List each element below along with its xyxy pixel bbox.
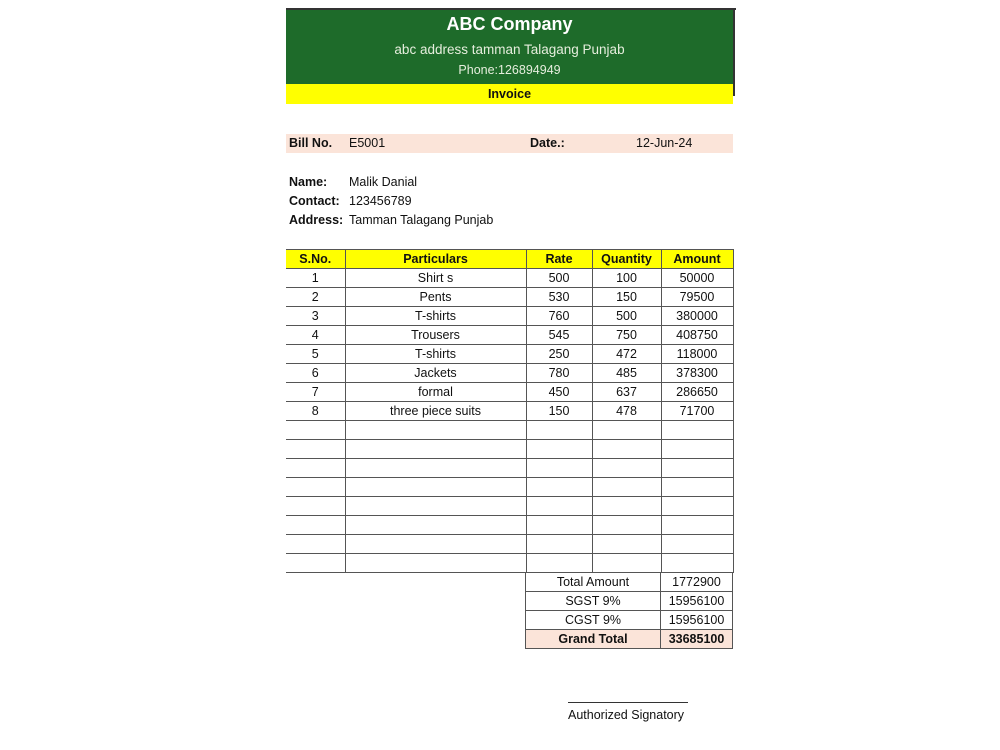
row-particulars: T-shirts bbox=[345, 345, 526, 364]
row-sno: 6 bbox=[286, 364, 345, 383]
row-particulars: Trousers bbox=[345, 326, 526, 345]
row-sno bbox=[286, 516, 345, 535]
sgst-label: SGST 9% bbox=[526, 592, 661, 611]
row-quantity: 150 bbox=[592, 288, 661, 307]
contact-value: 123456789 bbox=[349, 194, 412, 208]
row-particulars: Jackets bbox=[345, 364, 526, 383]
row-sno bbox=[286, 497, 345, 516]
address-label: Address: bbox=[289, 213, 344, 227]
date-label: Date.: bbox=[530, 136, 565, 150]
col-particulars-header: Particulars bbox=[345, 250, 526, 269]
row-sno bbox=[286, 421, 345, 440]
date-value: 12-Jun-24 bbox=[636, 136, 693, 150]
row-particulars: three piece suits bbox=[345, 402, 526, 421]
table-header-row bbox=[286, 250, 733, 269]
row-rate bbox=[526, 497, 592, 516]
table-row bbox=[286, 497, 733, 516]
row-amount: 378300 bbox=[661, 364, 733, 383]
table-row bbox=[286, 440, 733, 459]
totals-table bbox=[525, 572, 733, 649]
row-quantity: 500 bbox=[592, 307, 661, 326]
row-quantity: 100 bbox=[592, 269, 661, 288]
row-particulars: formal bbox=[345, 383, 526, 402]
company-phone: Phone:126894949 bbox=[458, 63, 561, 77]
row-amount bbox=[661, 516, 733, 535]
row-amount bbox=[661, 459, 733, 478]
row-amount: 71700 bbox=[661, 402, 733, 421]
row-particulars bbox=[345, 535, 526, 554]
row-rate bbox=[526, 554, 592, 573]
row-quantity: 637 bbox=[592, 383, 661, 402]
table-row bbox=[286, 478, 733, 497]
row-amount bbox=[661, 440, 733, 459]
row-particulars bbox=[345, 516, 526, 535]
row-quantity bbox=[592, 535, 661, 554]
row-sno: 4 bbox=[286, 326, 345, 345]
row-rate: 250 bbox=[526, 345, 592, 364]
grand-total-label: Grand Total bbox=[526, 630, 661, 649]
row-rate bbox=[526, 478, 592, 497]
name-value: Malik Danial bbox=[349, 175, 418, 189]
invoice-sheet bbox=[286, 8, 734, 748]
cgst-row bbox=[526, 611, 733, 630]
row-sno: 7 bbox=[286, 383, 345, 402]
table-row bbox=[286, 516, 733, 535]
table-row bbox=[286, 535, 733, 554]
signature-line bbox=[568, 702, 688, 703]
row-rate: 500 bbox=[526, 269, 592, 288]
table-row bbox=[286, 307, 733, 326]
row-particulars bbox=[345, 440, 526, 459]
row-rate bbox=[526, 516, 592, 535]
name-label: Name: bbox=[289, 175, 328, 189]
row-rate bbox=[526, 421, 592, 440]
row-sno: 8 bbox=[286, 402, 345, 421]
cgst-label: CGST 9% bbox=[526, 611, 661, 630]
row-amount bbox=[661, 478, 733, 497]
invoice-title: Invoice bbox=[286, 84, 733, 104]
company-header bbox=[286, 10, 733, 84]
table-row bbox=[286, 402, 733, 421]
company-address: abc address tamman Talagang Punjab bbox=[394, 42, 625, 57]
col-quantity-header: Quantity bbox=[592, 250, 661, 269]
row-quantity: 478 bbox=[592, 402, 661, 421]
table-row bbox=[286, 288, 733, 307]
company-name: ABC Company bbox=[446, 14, 573, 34]
row-amount bbox=[661, 535, 733, 554]
sgst-value: 15956100 bbox=[661, 592, 733, 611]
row-sno bbox=[286, 535, 345, 554]
table-row bbox=[286, 459, 733, 478]
total-value: 1772900 bbox=[661, 573, 733, 592]
row-quantity bbox=[592, 554, 661, 573]
col-amount-header: Amount bbox=[661, 250, 733, 269]
row-amount: 79500 bbox=[661, 288, 733, 307]
row-quantity: 485 bbox=[592, 364, 661, 383]
row-particulars: Shirt s bbox=[345, 269, 526, 288]
row-particulars: T-shirts bbox=[345, 307, 526, 326]
row-quantity bbox=[592, 440, 661, 459]
row-amount: 380000 bbox=[661, 307, 733, 326]
cgst-value: 15956100 bbox=[661, 611, 733, 630]
total-row bbox=[526, 573, 733, 592]
row-rate: 780 bbox=[526, 364, 592, 383]
row-sno bbox=[286, 478, 345, 497]
row-amount bbox=[661, 554, 733, 573]
table-row bbox=[286, 364, 733, 383]
table-row bbox=[286, 383, 733, 402]
row-amount bbox=[661, 421, 733, 440]
row-particulars bbox=[345, 459, 526, 478]
row-quantity bbox=[592, 516, 661, 535]
signature-label: Authorized Signatory bbox=[568, 708, 685, 722]
row-rate bbox=[526, 440, 592, 459]
contact-label: Contact: bbox=[289, 194, 340, 208]
row-sno: 5 bbox=[286, 345, 345, 364]
row-particulars bbox=[345, 421, 526, 440]
grand-total-row bbox=[526, 630, 733, 649]
table-row bbox=[286, 421, 733, 440]
row-rate: 760 bbox=[526, 307, 592, 326]
row-rate bbox=[526, 459, 592, 478]
row-sno bbox=[286, 459, 345, 478]
row-sno bbox=[286, 440, 345, 459]
row-sno: 3 bbox=[286, 307, 345, 326]
row-particulars bbox=[345, 497, 526, 516]
row-sno: 1 bbox=[286, 269, 345, 288]
row-quantity bbox=[592, 459, 661, 478]
row-sno bbox=[286, 554, 345, 573]
table-row bbox=[286, 326, 733, 345]
row-amount bbox=[661, 497, 733, 516]
col-sno-header: S.No. bbox=[286, 250, 345, 269]
row-quantity: 750 bbox=[592, 326, 661, 345]
row-quantity: 472 bbox=[592, 345, 661, 364]
row-quantity bbox=[592, 497, 661, 516]
row-rate: 150 bbox=[526, 402, 592, 421]
row-particulars: Pents bbox=[345, 288, 526, 307]
sgst-row bbox=[526, 592, 733, 611]
table-row bbox=[286, 554, 733, 573]
table-row bbox=[286, 269, 733, 288]
row-rate: 545 bbox=[526, 326, 592, 345]
right-border bbox=[733, 8, 735, 96]
row-rate bbox=[526, 535, 592, 554]
grand-total-value: 33685100 bbox=[661, 630, 733, 649]
bill-no-label: Bill No. bbox=[289, 136, 333, 150]
table-row bbox=[286, 345, 733, 364]
col-rate-header: Rate bbox=[526, 250, 592, 269]
row-rate: 450 bbox=[526, 383, 592, 402]
row-quantity bbox=[592, 421, 661, 440]
row-amount: 408750 bbox=[661, 326, 733, 345]
row-rate: 530 bbox=[526, 288, 592, 307]
row-sno: 2 bbox=[286, 288, 345, 307]
row-amount: 50000 bbox=[661, 269, 733, 288]
row-quantity bbox=[592, 478, 661, 497]
bill-no-value: E5001 bbox=[349, 136, 386, 150]
bill-bar bbox=[286, 134, 733, 153]
row-particulars bbox=[345, 554, 526, 573]
row-amount: 118000 bbox=[661, 345, 733, 364]
address-value: Tamman Talagang Punjab bbox=[349, 213, 494, 227]
total-label: Total Amount bbox=[526, 573, 661, 592]
row-particulars bbox=[345, 478, 526, 497]
row-amount: 286650 bbox=[661, 383, 733, 402]
items-table bbox=[286, 249, 734, 573]
